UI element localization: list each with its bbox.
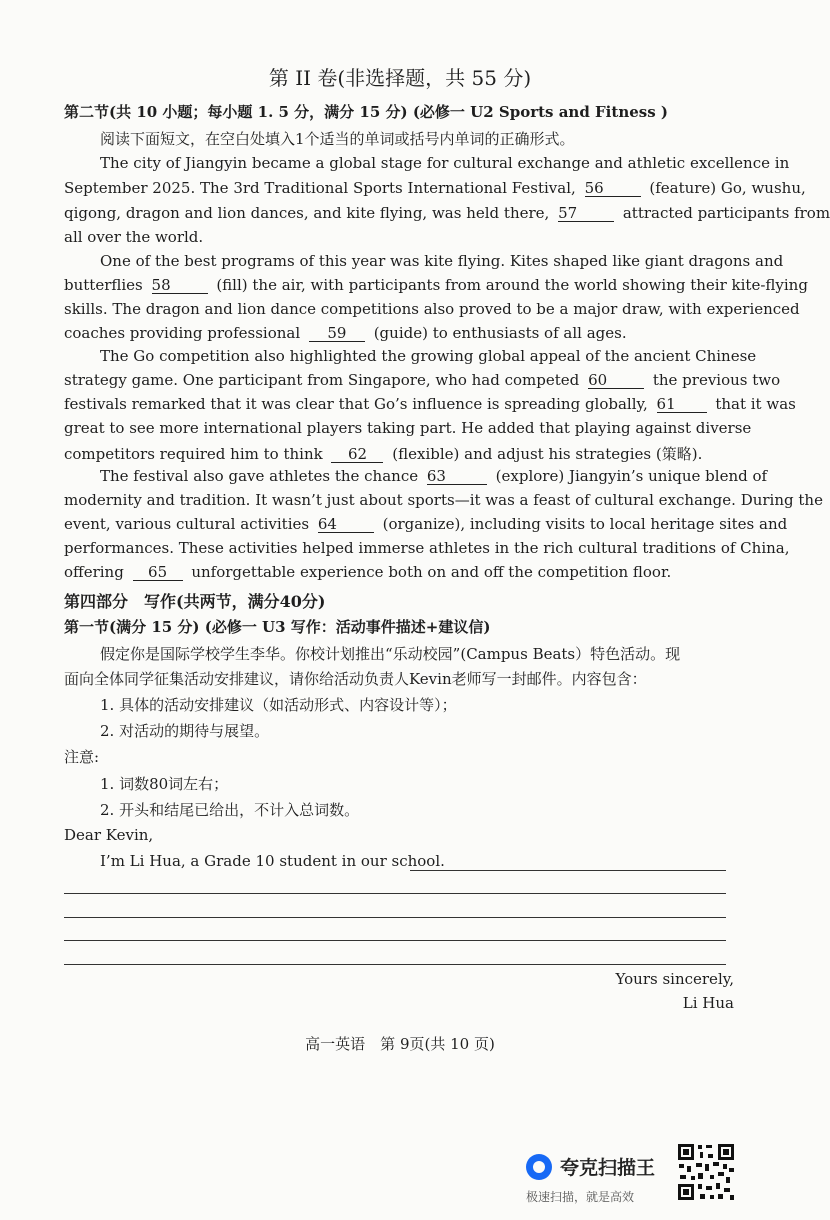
text: qigong, dragon and lion dances, and kite flying, was held there, xyxy=(64,204,550,222)
text: butterflies xyxy=(64,276,143,294)
p1-line3 xyxy=(64,204,830,222)
text: September 2025. The 3rd Traditional Sports International Festival, xyxy=(64,179,576,197)
p1-line1: The city of Jiangyin became a global stage for cultural exchange and athletic excellence in xyxy=(100,154,790,172)
writing-item2: 2. 对活动的期待与展望。 xyxy=(100,722,270,740)
text: competitors required him to think xyxy=(64,445,323,463)
blank-62[interactable]: 62 xyxy=(331,447,383,463)
text: offering xyxy=(64,563,124,581)
qr-code-icon xyxy=(676,1142,736,1202)
note-item2: 2. 开头和结尾已给出，不计入总词数。 xyxy=(100,801,360,819)
part4-heading: 第四部分 写作(共两节，满分40分) xyxy=(64,592,326,611)
text: (explore) Jiangyin’s unique blend of xyxy=(495,467,768,485)
text: the previous two xyxy=(652,371,781,389)
paper-title: 第 II 卷(非选择题，共 55 分) xyxy=(268,66,532,90)
writing-line[interactable] xyxy=(64,917,726,918)
writing-item1: 1. 具体的活动安排建议（如活动形式、内容设计等）； xyxy=(100,696,457,714)
writing-line[interactable] xyxy=(410,870,726,871)
writing-line[interactable] xyxy=(64,964,726,965)
text: unforgettable experience both on and off the competition floor. xyxy=(191,563,672,581)
text: attracted participants from xyxy=(622,204,830,222)
p2-line4 xyxy=(64,324,732,342)
writing-intro-line1: 假定你是国际学校学生李华。你校计划推出“乐动校园”(Campus Beats）特色活动。现 xyxy=(100,645,681,663)
blank-61[interactable]: 61 xyxy=(657,397,707,413)
text: The festival also gave athletes the chance xyxy=(100,467,419,485)
text: (feature) Go, wushu, xyxy=(649,179,806,197)
note-item1: 1. 词数80词左右； xyxy=(100,775,229,793)
scanner-logo-icon xyxy=(526,1154,552,1180)
p1-line2 xyxy=(64,179,806,197)
note-label: 注意: xyxy=(64,748,100,766)
blank-56[interactable]: 56 xyxy=(585,181,641,197)
blank-60[interactable]: 60 xyxy=(588,373,644,389)
text: festivals remarked that it was clear that Go’s influence is spreading globally, xyxy=(64,395,648,413)
scanner-watermark xyxy=(526,1150,676,1210)
scanner-slogan: 极速扫描，就是高效 xyxy=(526,1190,635,1204)
text: (fill) the air, with participants from around the world showing their kite-flying xyxy=(216,276,808,294)
p2-line1: One of the best programs of this year was kite flying. Kites shaped like giant dragons and xyxy=(100,252,784,270)
blank-65[interactable]: 65 xyxy=(133,565,183,581)
p4-line3 xyxy=(64,515,788,533)
part4-sub-heading: 第一节(满分 15 分) (必修一 U3 写作：活动事件描述+建议信) xyxy=(64,618,491,636)
p3-line3 xyxy=(64,395,796,413)
text: that it was xyxy=(715,395,796,413)
p3-line4: great to see more international players taking part. He added that playing against diverse xyxy=(64,419,752,437)
page-footer: 高一英语 第 9页(共 10 页) xyxy=(305,1035,495,1053)
letter-signature: Li Hua xyxy=(682,994,734,1012)
p2-line3: skills. The dragon and lion dance competitions also proved to be a major draw, with experienced xyxy=(64,300,800,318)
text: strategy game. One participant from Singapore, who had competed xyxy=(64,371,580,389)
writing-intro-line2: 面向全体同学征集活动安排建议，请你给活动负责人Kevin老师写一封邮件。内容包含： xyxy=(64,670,647,688)
p4-line1 xyxy=(100,467,768,485)
blank-64[interactable]: 64 xyxy=(318,517,374,533)
letter-greeting: Dear Kevin, xyxy=(64,826,154,844)
p4-line2: modernity and tradition. It wasn’t just about sports—it was a feast of cultural exchange. During the xyxy=(64,491,823,509)
section2-instruction: 阅读下面短文，在空白处填入1个适当的单词或括号内单词的正确形式。 xyxy=(100,130,575,148)
blank-59[interactable]: 59 xyxy=(309,326,365,342)
letter-closing: Yours sincerely, xyxy=(615,970,734,988)
text: (organize), including visits to local heritage sites and xyxy=(382,515,788,533)
text: coaches providing professional xyxy=(64,324,301,342)
blank-63[interactable]: 63 xyxy=(427,469,487,485)
p1-line4: all over the world. xyxy=(64,228,204,246)
scanner-app-name: 夸克扫描王 xyxy=(560,1157,656,1179)
text: event, various cultural activities xyxy=(64,515,310,533)
p2-line2 xyxy=(64,276,808,294)
p3-line2 xyxy=(64,371,781,389)
blank-57[interactable]: 57 xyxy=(558,206,614,222)
text: (flexible) and adjust his strategies (策略). xyxy=(392,445,703,463)
text: (guide) to enthusiasts of all ages. xyxy=(373,324,627,342)
p3-line1: The Go competition also highlighted the growing global appeal of the ancient Chinese xyxy=(100,347,757,365)
p4-line5 xyxy=(64,563,732,581)
letter-first-line: I’m Li Hua, a Grade 10 student in our school. xyxy=(100,852,445,870)
writing-line[interactable] xyxy=(64,940,726,941)
blank-58[interactable]: 58 xyxy=(152,278,208,294)
p3-line5 xyxy=(64,443,732,464)
p4-line4: performances. These activities helped immerse athletes in the rich cultural traditions of China, xyxy=(64,539,790,557)
writing-line[interactable] xyxy=(64,893,726,894)
section2-heading: 第二节(共 10 小题；每小题 1. 5 分，满分 15 分) (必修一 U2 Sports and Fitness ) xyxy=(64,103,668,121)
